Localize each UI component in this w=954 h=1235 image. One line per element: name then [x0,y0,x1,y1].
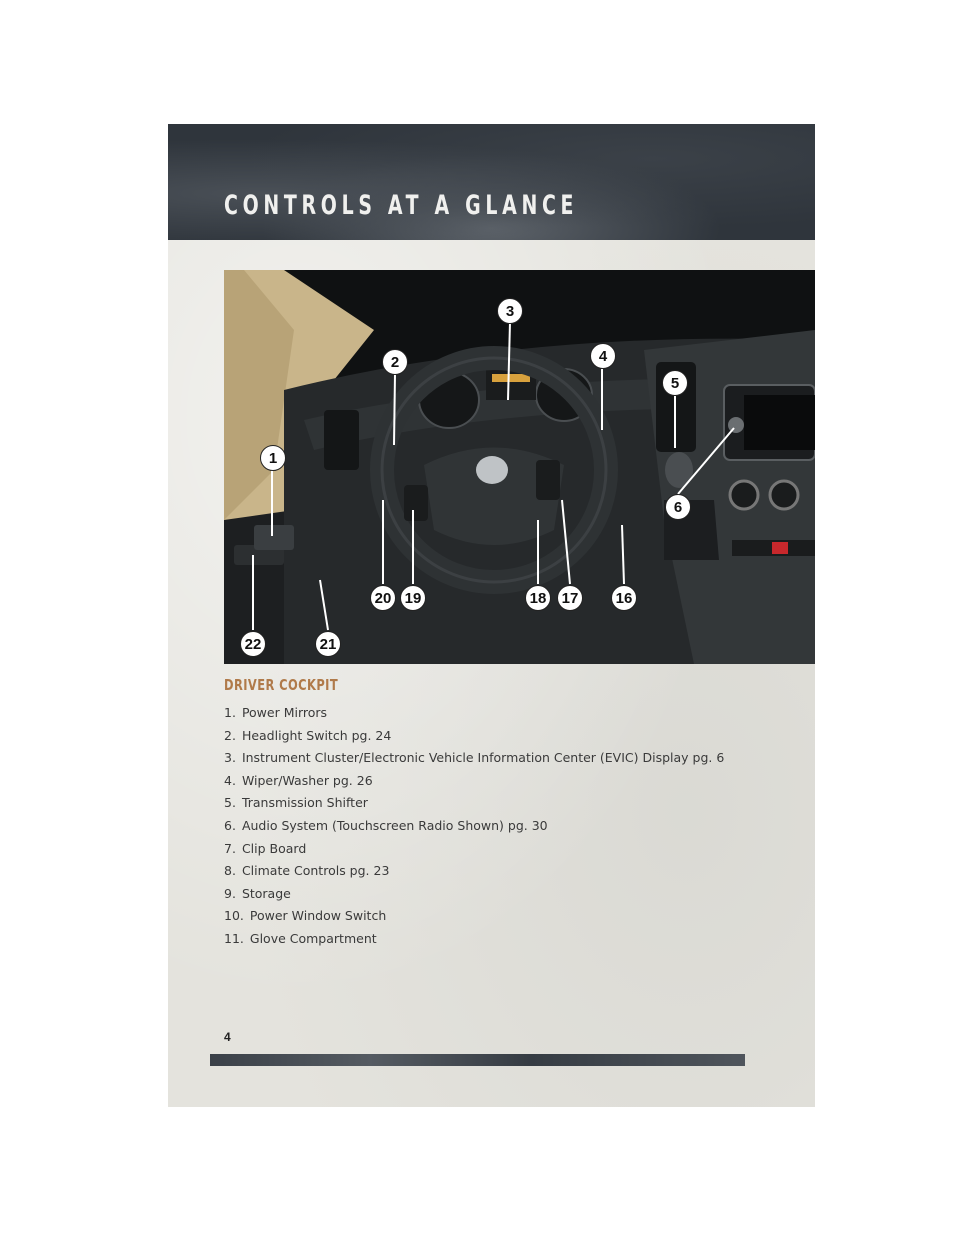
list-item: 10. Power Window Switch [224,908,387,924]
list-item: 1. Power Mirrors [224,705,328,720]
callout-17: 17 [557,585,583,611]
cockpit-photo [224,270,815,664]
list-item: 8. Climate Controls pg. 23 [224,863,390,879]
callout-5: 5 [662,370,688,396]
callout-4: 4 [590,343,616,369]
list-item: 3. Instrument Cluster/Electronic Vehicle Information Center (EVIC) Display pg. 6 [224,750,725,766]
list-item: 4. Wiper/Washer pg. 26 [224,772,373,788]
callout-21: 21 [315,631,341,657]
footer-bar [210,1054,745,1066]
callout-3: 3 [497,298,523,324]
list-item: 5. Transmission Shifter [224,795,368,811]
section-title: DRIVER COCKPIT [224,676,339,694]
list-item: 2. Headlight Switch pg. 24 [224,727,392,743]
page-title: CONTROLS AT A GLANCE [224,190,579,221]
callout-20: 20 [370,585,396,611]
list-item: 7. Clip Board [224,840,307,856]
list-item: 6. Audio System (Touchscreen Radio Shown) pg. 30 [224,817,548,833]
callout-1: 1 [260,445,286,471]
callout-6: 6 [665,494,691,520]
callout-19: 19 [400,585,426,611]
callout-16: 16 [611,585,637,611]
callout-22: 22 [240,631,266,657]
manual-page [168,124,815,1107]
page-number: 4 [224,1030,231,1044]
cockpit-illustration [224,270,815,664]
header-banner [168,124,815,240]
controls-list [224,702,724,951]
list-item: 9. Storage [224,885,291,901]
callout-18: 18 [525,585,551,611]
list-item: 11. Glove Compartment [224,930,377,946]
callout-2: 2 [382,349,408,375]
